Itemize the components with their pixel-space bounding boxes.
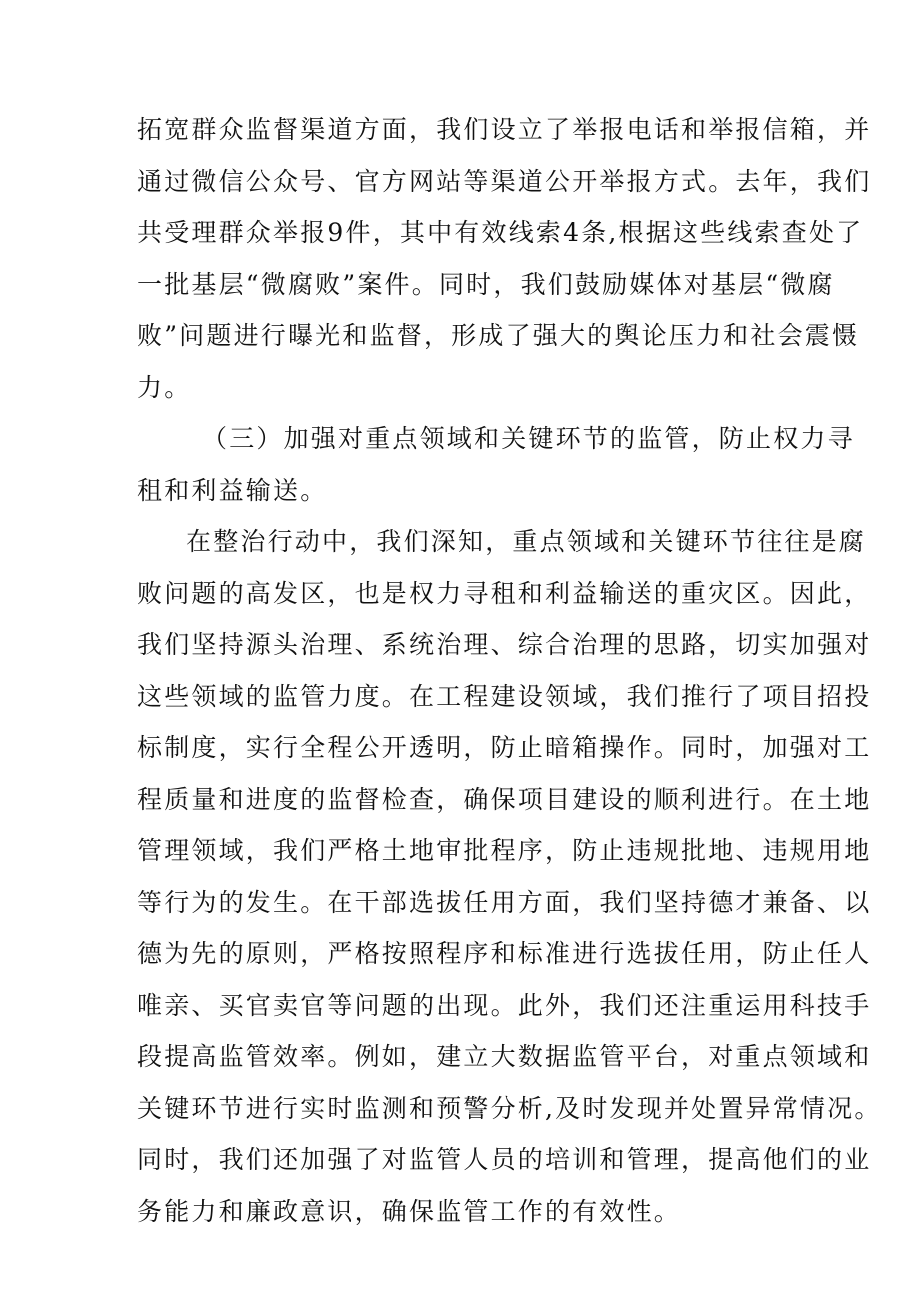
text-line: 务能力和廉政意识，确保监管工作的有效性。 bbox=[137, 1196, 682, 1226]
paragraph-2 bbox=[137, 516, 882, 1237]
text-line: 这些领域的监管力度。在工程建设领域，我们推行了项目招投 bbox=[137, 681, 872, 711]
text-line: 一批基层“微腐败”案件。同时，我们鼓励媒体对基层“微腐 bbox=[137, 269, 835, 299]
text-line: 标制度，实行全程公开透明，防止暗箱操作。同时，加强对工 bbox=[137, 733, 872, 762]
text-line: 力。 bbox=[137, 372, 192, 402]
document-body bbox=[137, 104, 882, 1237]
text-line: 拓宽群众监督渠道方面，我们设立了举报电话和举报信箱，并 bbox=[137, 115, 872, 144]
text-line: 在整治行动中，我们深知，重点领域和关键环节往往是腐 bbox=[186, 527, 867, 556]
paragraph-1 bbox=[137, 104, 872, 413]
text-line: 败问题的高发区，也是权力寻租和利益输送的重灾区。因此， bbox=[137, 578, 872, 608]
text-line: 关键环节进行实时监测和预警分析,及时发现并处置异常情况。 bbox=[137, 1093, 882, 1123]
heading-line: 租和利益输送。 bbox=[137, 475, 328, 505]
text-line: 同时，我们还加强了对监管人员的培训和管理，提高他们的业 bbox=[137, 1145, 872, 1174]
text-line: 段提高监管效率。例如，建立大数据监管平台，对重点领域和 bbox=[137, 1042, 872, 1071]
text-line: 唯亲、买官卖官等问题的出现。此外，我们还注重运用科技手 bbox=[137, 990, 872, 1020]
text-line: 我们坚持源头治理、系统治理、综合治理的思路，切实加强对 bbox=[137, 630, 872, 659]
text-line: 程质量和进度的监督检查，确保项目建设的顺利进行。在土地 bbox=[137, 784, 872, 814]
text-line: 败”问题进行曝光和监督，形成了强大的舆论压力和社会震慑 bbox=[137, 321, 860, 350]
text-line: 等行为的发生。在干部选拔任用方面，我们坚持德才兼备、以 bbox=[137, 887, 872, 917]
text-line: 通过微信公众号、官方网站等渠道公开举报方式。去年，我们 bbox=[137, 166, 872, 196]
text-line: 德为先的原则，严格按照程序和标准进行选拔任用，防止任人 bbox=[137, 939, 872, 968]
heading-line: （三）加强对重点领域和关键环节的监管，防止权力寻 bbox=[202, 424, 855, 453]
text-line: 共受理群众举报9件，其中有效线索4条,根据这些线索查处了 bbox=[137, 218, 864, 247]
text-line: 管理领域，我们严格土地审批程序，防止违规批地、违规用地 bbox=[137, 836, 872, 865]
section-heading-3 bbox=[137, 413, 855, 516]
